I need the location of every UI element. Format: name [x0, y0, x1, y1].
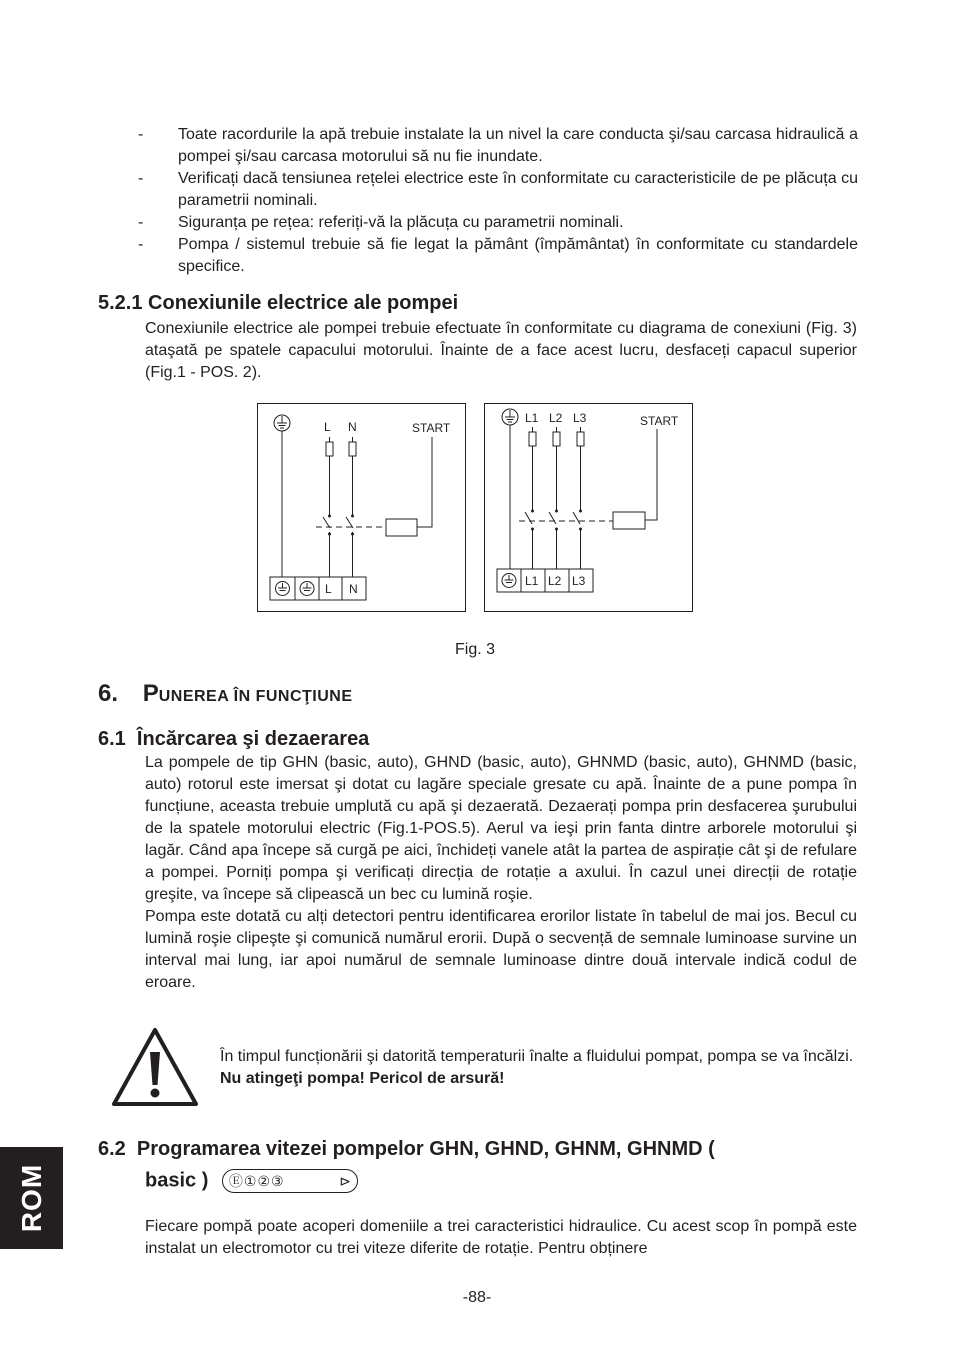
terminal-l: L	[325, 582, 332, 596]
section-heading-6-1: 6.1 Încărcarea şi dezaerarea	[98, 728, 370, 750]
keypad-keys: Ⓔ①②③	[228, 1173, 285, 1189]
terminal-l3: L3	[572, 574, 586, 588]
figure-caption: Fig. 3	[455, 641, 496, 658]
language-tab	[0, 1147, 63, 1249]
section-heading-6-2-basic: basic )	[145, 1169, 209, 1192]
section-6-1-paragraph-1: La pompele de tip GHN (basic, auto), GHND (basic, auto), GHNMD (basic, auto), GHNMD (basic, auto) rotorul este imersat şi dotat cu lagăre speciale gresate cu apă. Înainte de a pune pompa în funcțiune, aceasta trebuie umplută cu apă şi dezaerată. Dezaerați pompa prin desfacerea şurubului de la spatele motorului electric (Fig.1-POS.5). Aerul va ieşi prin fanta dintre arborele motorului şi lagăr. Când apa începe să curgă pe aici, închideți vanele atât la partea de aspirație cât şi de refulare a pompei. Porniți pompa şi verificați direcția de rotație a axului. În cazul unei direcții de rotație greşite, va începe să clipească un bec cu lumină roşie.	[145, 754, 857, 903]
chapter-number: 6.	[98, 680, 119, 707]
bullet-list	[138, 124, 858, 278]
label-l2: L2	[549, 411, 563, 425]
warning-sentence: În timpul funcționării şi datorită temperaturii înalte a fluidului pompat, pompa se va încălzi.	[220, 1048, 854, 1065]
terminal-n: N	[349, 582, 358, 596]
list-item	[138, 168, 858, 212]
bullet-marker: -	[138, 126, 144, 143]
page-number: -88-	[462, 1289, 492, 1306]
keypad-arrow-icon: ⊳	[339, 1172, 351, 1189]
three-phase-drawing	[485, 404, 692, 611]
label-l3: L3	[573, 411, 587, 425]
label-start: START	[412, 421, 451, 435]
terminal-l1: L1	[525, 574, 539, 588]
label-start: START	[640, 414, 679, 428]
section-heading-6-2: 6.2 Programarea vitezei pompelor GHN, GHND, GHNM, GHNMD (	[98, 1138, 715, 1160]
bullet-marker: -	[138, 214, 144, 231]
chapter-title-initial: P	[142, 680, 159, 707]
bullet-marker: -	[138, 170, 144, 187]
section-heading-6-2-line2	[145, 1169, 358, 1193]
warning-text	[220, 1046, 860, 1090]
bullet-marker: -	[138, 236, 144, 253]
list-item	[138, 124, 858, 168]
warning-icon	[108, 1025, 202, 1109]
section-6-2-text: Fiecare pompă poate acoperi domeniile a trei caracteristici hidraulice. Cu acest scop în pompă este instalat un electromotor cu trei viteze diferite de rotație. Pentru obținere	[145, 1218, 857, 1257]
section-6-1-body	[145, 752, 857, 994]
control-panel-icon	[222, 1169, 358, 1193]
bullet-text: Siguranța pe rețea: referiți-vă la plăcuța cu parametrii nominali.	[178, 214, 624, 231]
list-item	[138, 234, 858, 278]
label-n: N	[348, 420, 357, 434]
warning-bold: Nu atingeţi pompa! Pericol de arsură!	[220, 1070, 505, 1087]
section-6-1-paragraph-2: Pompa este dotată cu alți detectori pentru identificarea erorilor listate în tabelul de mai jos. Becul cu lumină roşie clipeşte şi comunică numărul erorii. După o secvență de semnale luminoase survine un interval mai lung, iar apoi numărul de semnale luminoase dintre două intervale indică codul de eroare.	[145, 908, 857, 991]
list-item	[138, 212, 858, 234]
single-phase-drawing	[258, 404, 465, 611]
chapter-heading	[98, 680, 353, 708]
wiring-diagram-three-phase	[484, 403, 693, 612]
label-l: L	[324, 420, 331, 434]
chapter-title-rest: UNEREA ÎN FUNCŢIUNE	[158, 688, 353, 705]
label-l1: L1	[525, 411, 539, 425]
bullet-text: Pompa / sistemul trebuie să fie legat la pământ (împământat) în conformitate cu standardele specifice.	[178, 236, 858, 275]
section-heading-5-2-1: 5.2.1 Conexiunile electrice ale pompei	[98, 292, 459, 314]
wiring-diagram-single-phase	[257, 403, 466, 612]
bullet-text: Toate racordurile la apă trebuie instalate la un nivel la care conducta şi/sau carcasa hidraulică a pompei şi/sau carcasa motorului să nu fie inundate.	[178, 126, 858, 165]
language-tab-label: ROM	[15, 1163, 47, 1233]
terminal-l2: L2	[548, 574, 562, 588]
bullet-text: Verificați dacă tensiunea rețelei electrice este în conformitate cu caracteristicile de pe plăcuța cu parametrii nominali.	[178, 170, 858, 209]
section-5-2-1-text: Conexiunile electrice ale pompei trebuie efectuate în conformitate cu diagrama de conexiuni (Fig. 3) ataşată pe spatele capacului motorului. Înainte de a face acest lucru, desfaceți capacul superior (Fig.1 - POS. 2).	[145, 320, 857, 381]
